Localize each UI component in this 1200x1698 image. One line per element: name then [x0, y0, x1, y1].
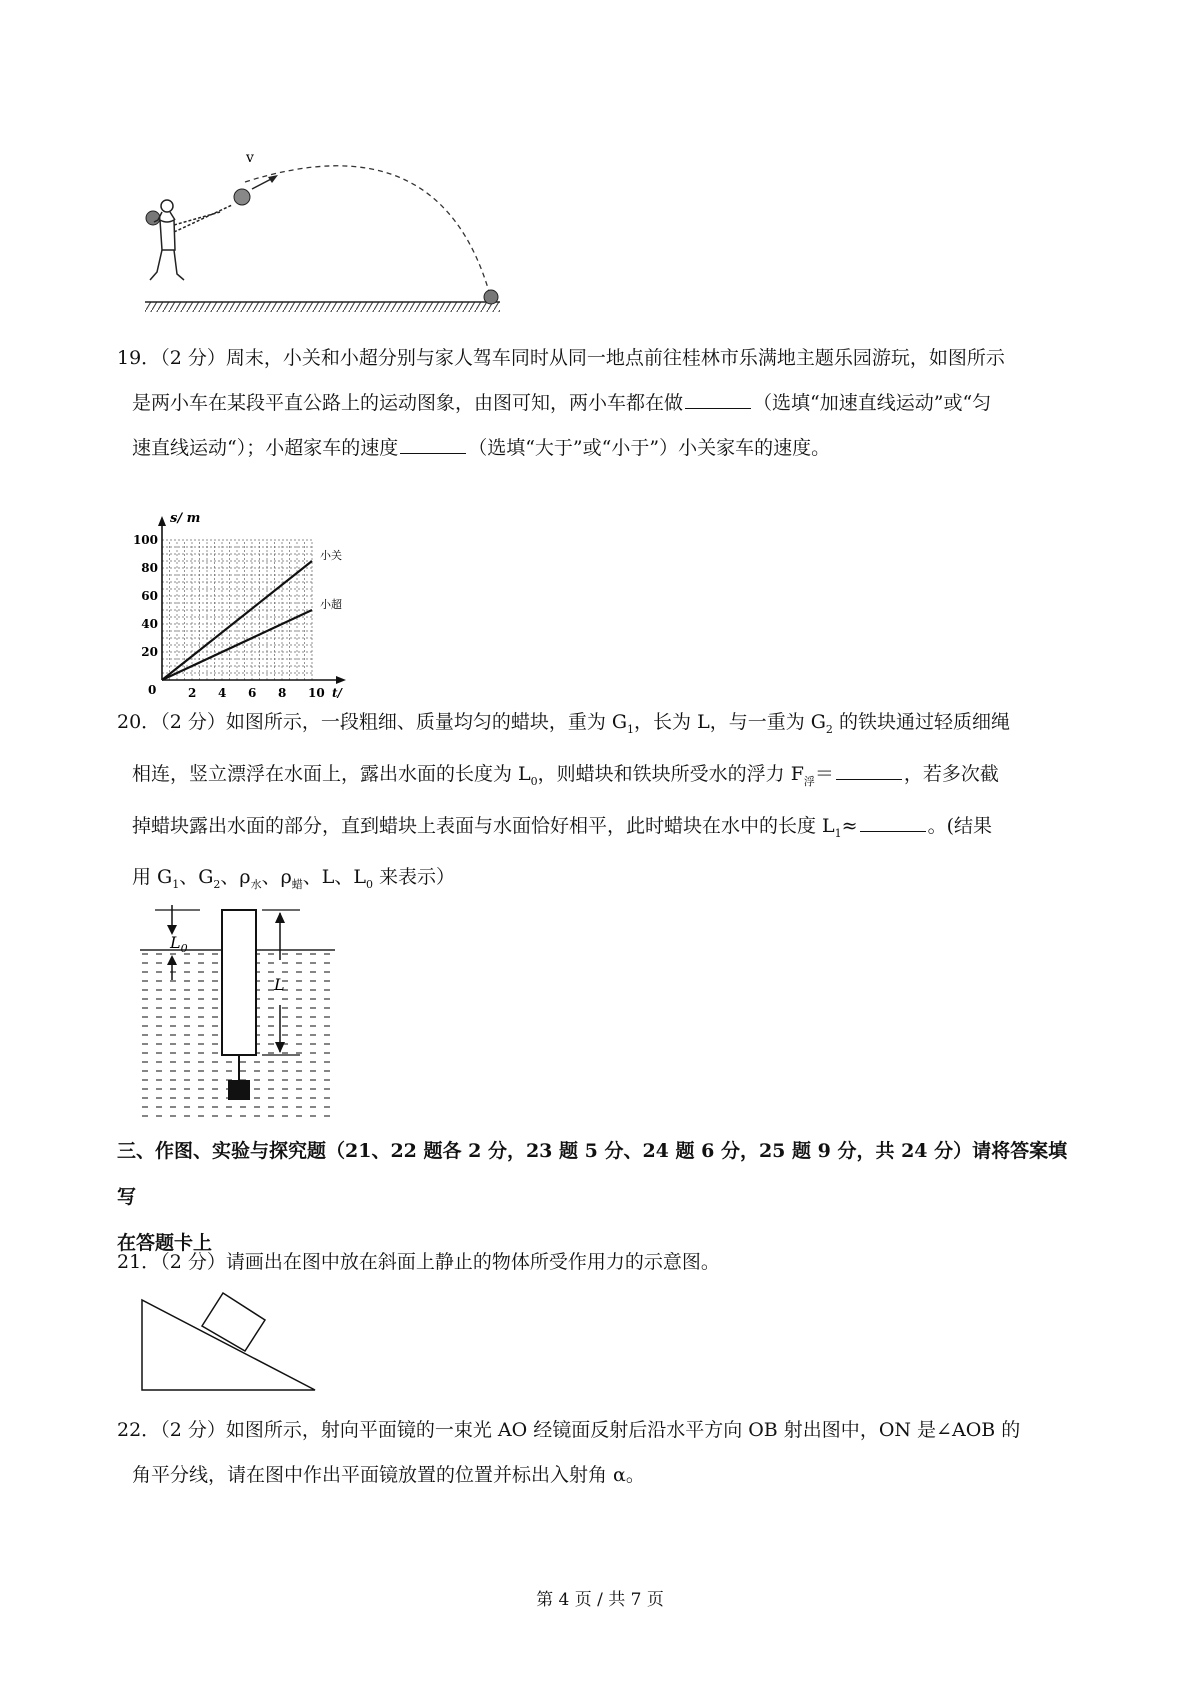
q20-text: ≈: [841, 814, 858, 837]
y-tick-label: 100: [132, 533, 158, 547]
question-number: 21．: [117, 1251, 161, 1273]
y-tick-label: 80: [141, 561, 158, 575]
incline-figure: [140, 1285, 320, 1395]
x-tick-label: 8: [278, 686, 287, 700]
subscript: 1: [627, 722, 635, 736]
series-label: 小超: [320, 598, 342, 611]
label-L0: $L_0$: [170, 933, 188, 955]
y-tick-label: 60: [141, 589, 158, 603]
q20-text: （2 分）如图所示，一段粗细、质量均匀的蜡块，重为 G: [160, 711, 628, 733]
question-19: [117, 336, 1072, 471]
subscript: 2: [825, 722, 833, 736]
y-axis-arrow: [158, 516, 166, 526]
q22-line2: 角平分线，请在图中作出平面镜放置的位置并标出入射角 α。: [132, 1464, 645, 1486]
x-tick-label: 6: [248, 686, 257, 700]
q20-text: 用 G: [132, 866, 173, 889]
question-number: 20．: [117, 711, 161, 733]
question-22: [117, 1408, 1072, 1498]
x-tick-label: 4: [218, 686, 227, 700]
y-axis-label: s/ m: [170, 511, 201, 526]
q20-text: 、L、L: [302, 866, 366, 889]
x-tick-label: 10: [308, 686, 325, 700]
wax-block-figure: [140, 905, 340, 1125]
subscript: 1: [172, 878, 180, 892]
question-number: 22．: [117, 1419, 161, 1441]
question-number: 19．: [117, 347, 161, 369]
q21-text: （2 分）请画出在图中放在斜面上静止的物体所受作用力的示意图。: [160, 1251, 720, 1273]
answer-blank[interactable]: [836, 759, 902, 780]
trajectory: [245, 166, 490, 295]
q20-text: 、ρ: [220, 866, 251, 889]
thrower-person: [150, 200, 232, 280]
wax-block: [222, 910, 256, 1055]
subscript: 水: [250, 878, 262, 892]
question-21: [117, 1240, 1072, 1285]
subscript: 2: [213, 878, 221, 892]
q22-line1: （2 分）如图所示，射向平面镜的一束光 AO 经镜面反射后沿水平方向 OB 射出图中，ON 是∠AOB 的: [160, 1419, 1021, 1441]
series-label: 小关: [320, 549, 342, 562]
q20-text: 。(结果: [927, 814, 993, 837]
throw-figure: [140, 150, 510, 320]
q20-text: 来表示）: [373, 866, 456, 889]
q20-text: 掉蜡块露出水面的部分，直到蜡块上表面与水面恰好相平，此时蜡块在水中的长度 L: [132, 814, 835, 837]
subscript: 浮: [803, 774, 815, 788]
velocity-label: v: [246, 150, 254, 166]
q19-line2a: 是两小车在某段平直公路上的运动图象，由图可知，两小车都在做: [132, 392, 684, 414]
answer-blank[interactable]: [860, 811, 926, 832]
section-heading-line: 三、作图、实验与探究题（21、22 题各 2 分，23 题 5 分、24 题 6 分，25 题 9 分，共 24 分）请将答案填写: [117, 1140, 1068, 1208]
iron-block: [228, 1080, 250, 1100]
label-L: L: [274, 975, 285, 994]
origin-label: 0: [148, 683, 157, 697]
q19-line1: （2 分）周末，小关和小超分别与家人驾车同时从同一地点前往桂林市乐满地主题乐园游玩，如图所示: [160, 347, 1005, 369]
q19-line3b: （选填“大于”或“小于”）小关家车的速度。: [468, 437, 831, 459]
motion-chart: [132, 510, 390, 700]
q20-text: ＝: [814, 762, 834, 785]
answer-blank[interactable]: [685, 388, 751, 409]
x-axis-label: t/: [332, 686, 342, 700]
section-heading-line: 在答题卡上: [117, 1232, 213, 1254]
y-tick-label: 20: [141, 645, 158, 659]
q20-text: 、G: [179, 866, 214, 889]
subscript: 蜡: [291, 878, 303, 892]
page-footer: 第 4 页 / 共 7 页: [536, 1590, 664, 1610]
x-axis-arrow: [336, 676, 346, 684]
y-tick-label: 40: [141, 617, 158, 631]
q20-text: 相连，竖立漂浮在水面上，露出水面的长度为 L: [132, 762, 531, 785]
q20-text: 的铁块通过轻质细绳: [832, 711, 1010, 733]
q20-text: ，则蜡块和铁块所受水的浮力 F: [537, 762, 804, 785]
subscript: 0: [366, 878, 373, 892]
ball-flying: [234, 189, 250, 205]
subscript: 1: [834, 826, 842, 840]
q20-text: 、ρ: [261, 866, 292, 889]
subscript: 0: [530, 774, 538, 788]
q19-line2b: （选填“加速直线运动”或“匀: [753, 392, 992, 414]
ground: [145, 302, 500, 312]
x-tick-label: 2: [188, 686, 197, 700]
question-20: [117, 700, 1072, 907]
q20-text: ，若多次截: [903, 762, 999, 785]
ball-start: [146, 211, 160, 225]
q19-line3a: 速直线运动“）；小超家车的速度: [132, 437, 399, 459]
answer-blank[interactable]: [400, 433, 466, 454]
ball-landed: [484, 290, 498, 304]
q20-text: ，长为 L，与一重为 G: [634, 711, 826, 733]
